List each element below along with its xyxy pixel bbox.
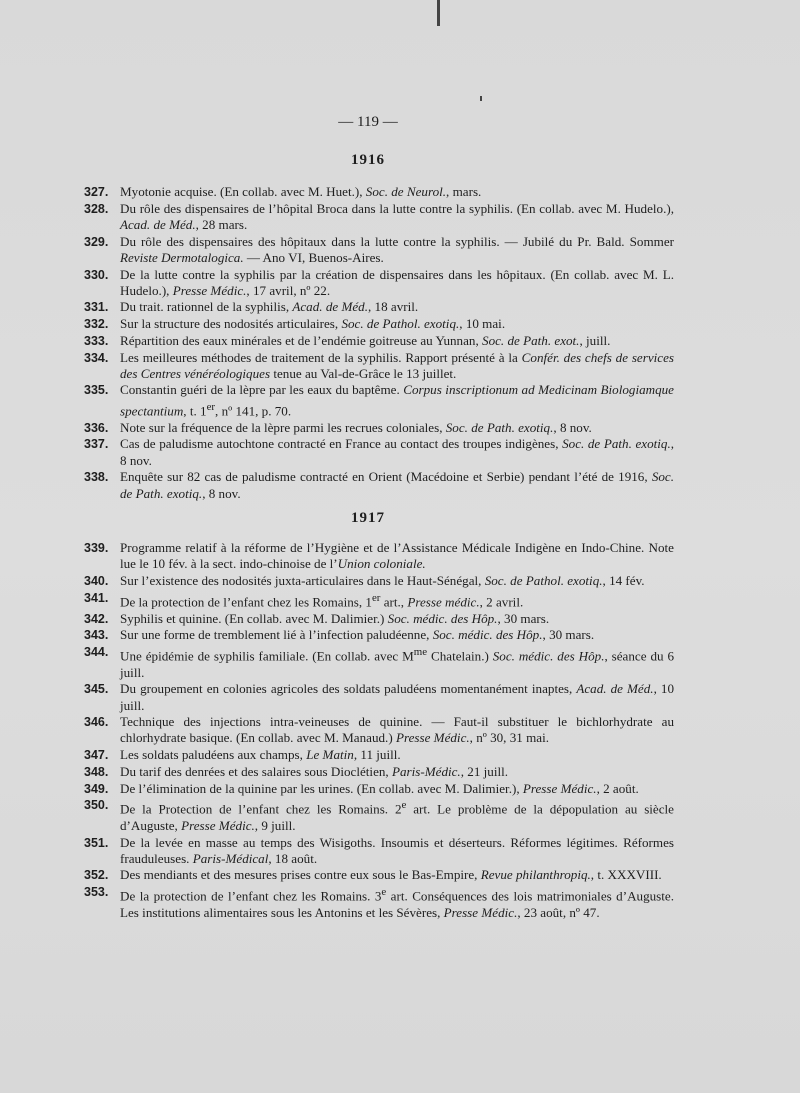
entry-number: 339. — [84, 541, 109, 555]
bibliography-entry — [84, 573, 674, 589]
entry-number: 328. — [84, 201, 109, 216]
entry-number: 346. — [84, 715, 109, 730]
scan-mark — [437, 0, 440, 26]
entry-text: Syphilis et quinine. (En collab. avec M. Dalimier.) Soc. médic. des Hôp., 30 mars. — [120, 610, 550, 626]
entry-number: 347. — [84, 748, 109, 763]
bibliography-entry — [84, 835, 674, 867]
entry-number: 331. — [84, 300, 109, 315]
bibliography-entry — [84, 184, 674, 200]
entry-number: 333. — [84, 333, 109, 348]
bibliography-entry — [84, 781, 674, 797]
bibliography-entry — [84, 420, 674, 436]
entry-text: Du groupement en colonies agricoles des soldats paludéens momentanément inaptes, Acad. de Méd., 10 juill. — [120, 681, 675, 713]
entry-text: Du rôle des dispensaires des hôpitaux dans la lutte contre la syphilis. — Jubilé du Pr. Bald. Sommer Reviste Dermotalogica. — Ano VI, Buenos-Aires. — [120, 233, 674, 265]
entry-number: 330. — [84, 267, 109, 282]
bibliography-entry — [84, 350, 674, 382]
bibliography-entry — [84, 764, 674, 780]
bibliography-entry — [84, 797, 674, 834]
entry-text: Constantin guéri de la lèpre par les eaux du baptême. Corpus inscriptionum ad Medicinam Biologiamque spectantium, t. 1er, nº 141, p. 70. — [120, 382, 674, 418]
entry-number: 327. — [84, 185, 109, 199]
bibliography-entry — [84, 611, 674, 627]
bibliography-entry — [84, 234, 674, 266]
entry-text: De la protection de l’enfant chez les Romains, 1er art., Presse médic., 2 avril. — [120, 591, 524, 609]
bibliography-entry — [84, 299, 674, 315]
entry-text: Enquête sur 82 cas de paludisme contracté en Orient (Macédoine et Serbie) pendant l’été de 1916, Soc. de Path. exotiq., 8 nov. — [120, 469, 674, 501]
entry-text: Du trait. rationnel de la syphilis, Acad. de Méd., 18 avril. — [120, 299, 419, 315]
bibliography-entry — [84, 644, 674, 681]
entry-text: Une épidémie de syphilis familiale. (En collab. avec $M^{me}$ Chatelain.) Soc. médic. des Hôp., séance du 6 juill. — [120, 646, 674, 680]
entry-number: 344. — [84, 645, 109, 660]
entry-text: Répartition des eaux minérales et de l’endémie goitreuse au Yunnan, Soc. de Path. exot., juill. — [120, 332, 611, 348]
entry-number: 342. — [84, 611, 109, 626]
bibliography-entry — [84, 201, 674, 233]
bibliography-entry — [84, 333, 674, 349]
scan-mark — [480, 96, 482, 101]
entry-number: 352. — [84, 868, 109, 883]
page-number: — 119 — — [338, 114, 398, 130]
bibliography-entry — [84, 382, 674, 419]
section-year: 1917 — [351, 510, 385, 526]
entry-text: Sur l’existence des nodosités juxta-articulaires dans le Haut-Sénégal, Soc. de Pathol. exotiq., 14 fév. — [120, 572, 645, 588]
entry-text: De la Protection de l’enfant chez les Romains. 2e art. Le problème de la dépopulation au siècle d’Auguste, Presse Médic., 9 juill. — [120, 799, 674, 833]
entry-text: De la levée en masse au temps des Wisigoths. Insoumis et déserteurs. Réformes légitimes. Réformes frauduleuses. Paris-Médical, 18 août. — [120, 834, 674, 866]
entry-text: Les soldats paludéens aux champs, Le Matin, 11 juill. — [120, 747, 401, 763]
bibliography-entry — [84, 469, 674, 501]
entry-number: 340. — [84, 573, 109, 588]
entry-text: De l’élimination de la quinine par les urines. (En collab. avec M. Dalimier.), Presse Médic., 2 août. — [120, 780, 639, 796]
entry-text: De la protection de l’enfant chez les Romains. 3e art. Conséquences des lois matrimoniales d’Auguste. Les institutions alimentaires sous les Antonins et les Sévères, Presse Médic., 23 août, nº 47. — [120, 886, 674, 920]
bibliography-entry — [84, 627, 674, 643]
section-year: 1916 — [351, 152, 385, 168]
entry-number: 329. — [84, 234, 109, 249]
entry-text: Note sur la fréquence de la lèpre parmi les recrues coloniales, Soc. de Path. exotiq., 8 nov. — [120, 419, 592, 435]
entry-number: 337. — [84, 437, 109, 452]
entry-text: Sur une forme de tremblement lié à l’infection paludéenne, Soc. médic. des Hôp., 30 mars. — [120, 627, 595, 643]
entry-number: 353. — [84, 885, 109, 900]
entry-number: 341. — [84, 590, 109, 605]
entry-list — [84, 184, 674, 502]
entry-number: 351. — [84, 835, 109, 850]
bibliography-entry — [84, 681, 674, 713]
entry-number: 349. — [84, 781, 109, 796]
entry-text: Du rôle des dispensaires de l’hôpital Broca dans la lutte contre la syphilis. (En collab. avec M. Hudelo.), Acad. de Méd., 28 mars. — [120, 200, 674, 232]
entry-number: 345. — [84, 682, 109, 697]
entry-number: 335. — [84, 383, 109, 398]
entry-number: 334. — [84, 350, 109, 365]
entry-text: Cas de paludisme autochtone contracté en France au contact des troupes indigènes, Soc. de Path. exotiq., 8 nov. — [120, 436, 674, 468]
entry-text: Technique des injections intra-veineuses de quinine. — Faut-il substituer le bichlorhydrate au chlorhydrate basique. (En collab. avec M. Manaud.) Presse Médic., nº 30, 31 mai. — [120, 714, 674, 746]
bibliography-entry — [84, 747, 674, 763]
bibliography-entry — [84, 884, 674, 921]
entry-text: Programme relatif à la réforme de l’Hygiène et de l’Assistance Médicale Indigène en Indo-Chine. Note lue le 10 fév. à la sect. indo-chinoise de l’Union coloniale. — [120, 540, 674, 572]
bibliography-entry — [84, 436, 674, 468]
bibliography-entry — [84, 540, 674, 572]
entry-text: Des mendiants et des mesures prises contre eux sous le Bas-Empire, Revue philanthropiq., t. XXXVIII. — [120, 867, 662, 883]
bibliography-entry — [84, 267, 674, 299]
entry-text: Sur la structure des nodosités articulaires, Soc. de Pathol. exotiq., 10 mai. — [120, 316, 506, 332]
entry-text: Les meilleures méthodes de traitement de la syphilis. Rapport présenté à la Confér. des chefs de services des Centres vénéréologiques tenue au Val-de-Grâce le 13 juillet. — [120, 349, 674, 381]
entry-list — [84, 540, 674, 921]
bibliography-entry — [84, 590, 674, 611]
entry-number: 348. — [84, 764, 109, 779]
entry-text: Du tarif des denrées et des salaires sous Dioclétien, Paris-Médic., 21 juill. — [120, 763, 509, 779]
bibliography-entry — [84, 316, 674, 332]
entry-text: Myotonie acquise. (En collab. avec M. Huet.), Soc. de Neurol., mars. — [120, 184, 482, 199]
entry-number: 336. — [84, 420, 109, 435]
entry-number: 343. — [84, 628, 109, 643]
entry-number: 338. — [84, 470, 109, 485]
bibliography-entry — [84, 714, 674, 746]
entry-text: De la lutte contre la syphilis par la création de dispensaires dans les hôpitaux. (En collab. avec M. L. Hudelo.), Presse Médic., 17 avril, nº 22. — [120, 266, 674, 298]
entry-number: 350. — [84, 798, 109, 813]
bibliography-entry — [84, 867, 674, 883]
entry-number: 332. — [84, 317, 109, 332]
